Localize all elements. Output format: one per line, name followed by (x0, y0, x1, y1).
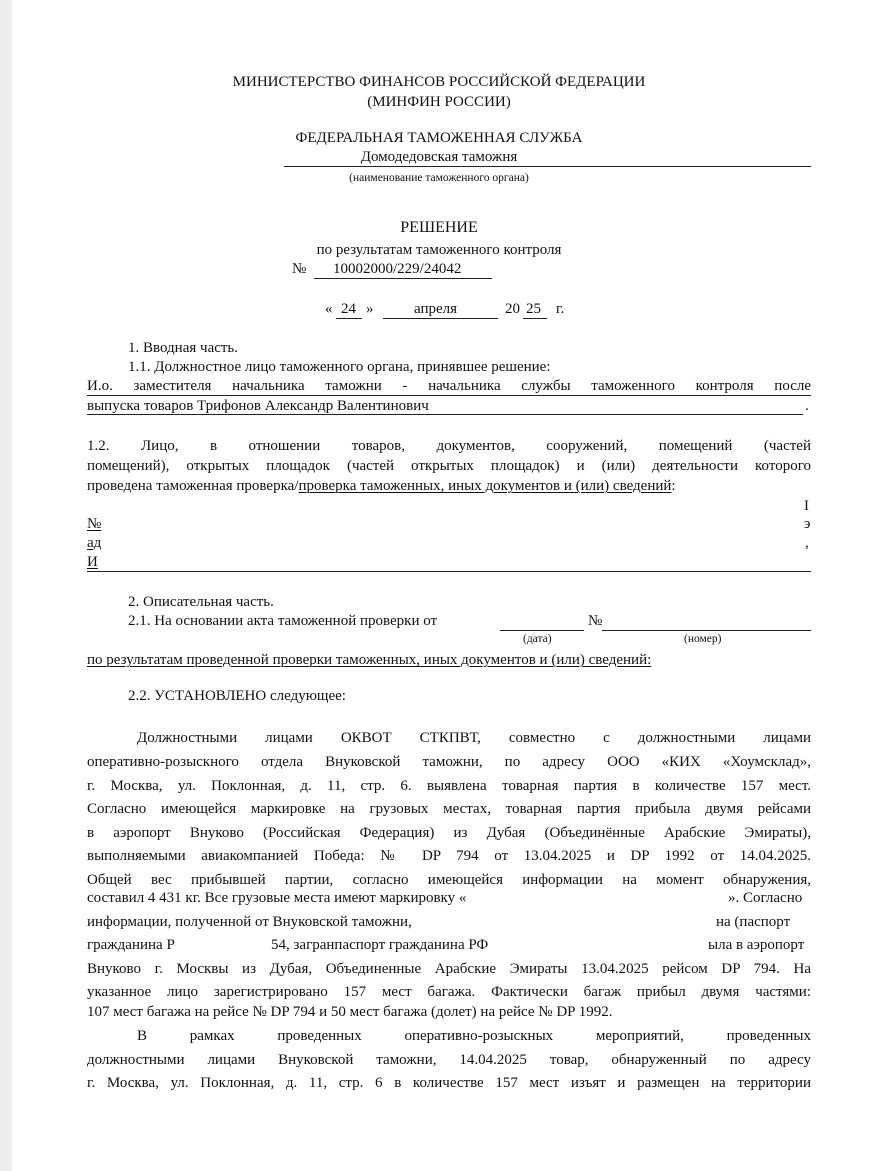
date-open-quote: « (325, 301, 333, 317)
date-year-prefix: 20 (505, 301, 520, 317)
act-label: 2.1. На основании акта таможенной проверки от (128, 613, 438, 629)
date-year-suffix: 25 (526, 301, 541, 317)
person-line-1: 1.2. Лицо, в отношении товаров, документов, сооружений, помещений (частей (87, 438, 811, 454)
decision-number-label: № (292, 261, 307, 277)
fragment-left-3: И (87, 554, 98, 570)
decision-number: 10002000/229/24042 (333, 261, 462, 277)
customs-caption: (наименование таможенного органа) (349, 172, 529, 184)
body-line-10a: гражданина Р (87, 937, 175, 953)
ministry-short: (МИНФИН РОССИИ) (367, 94, 511, 110)
body-line-7: Общей вес прибывшей партии, согласно имеющейся информации на момент обнаружения, (87, 872, 811, 888)
act-number-caption: (номер) (684, 633, 722, 645)
date-day: 24 (341, 301, 356, 317)
person-line-3-underlined: проверка таможенных, иных документов и (или) сведений (298, 478, 672, 494)
body-line-6: выполняемыми авиакомпанией Победа: № DP 794 от 13.04.2025 и DP 1992 от 14.04.2025. (87, 848, 811, 864)
person-block-underline (87, 571, 811, 572)
body-line-14: В рамках проведенных оперативно-розыскных мероприятий, проведенных (137, 1028, 811, 1044)
date-year-label: г. (556, 301, 565, 317)
body-line-13: 107 мест багажа на рейсе № DP 794 и 50 мест багажа (долет) на рейсе № DP 1992. (87, 1004, 613, 1020)
body-line-9b: на (паспорт (716, 914, 791, 930)
results-line: по результатам проведенной проверки таможенных, иных документов и (или) сведений: (87, 652, 652, 668)
act-number-field (602, 630, 811, 631)
official-label: 1.1. Должностное лицо таможенного органа, принявшее решение: (128, 359, 551, 375)
act-date-field (500, 630, 584, 631)
section-1-heading: 1. Вводная часть. (128, 340, 239, 356)
body-line-16: г. Москва, ул. Поклонная, д. 11, стр. 6 в количестве 157 мест изъят и размещен на территории (87, 1075, 811, 1091)
official-line-1: И.о. заместителя начальника таможни - начальника службы таможенного контроля после (87, 378, 811, 394)
official-line-2: выпуска товаров Трифонов Александр Валентинович (87, 398, 429, 414)
official-line-2-end: . (805, 398, 809, 414)
fragment-right-1: I (804, 498, 809, 514)
date-day-underline (336, 318, 362, 319)
body-line-5: в аэропорт Внуково (Российская Федерация) из Дубая (Объединённые Арабские Эмираты), (87, 825, 811, 841)
decision-number-underline (314, 278, 492, 279)
body-line-11: Внуково г. Москвы из Дубая, Объединенные Арабские Эмираты 13.04.2025 рейсом DP 794. На (87, 961, 811, 977)
body-line-9a: информации, полученной от Внуковской таможни, (87, 914, 412, 930)
decision-subheading: по результатам таможенного контроля (316, 242, 562, 258)
person-line-3 (87, 476, 676, 496)
customs-name: Домодедовская таможня (360, 149, 518, 165)
person-line-3-plain: проведена таможенная проверка/ (87, 478, 299, 494)
date-month-underline (383, 318, 498, 319)
fragment-right-3: , (805, 535, 809, 551)
person-line-2: помещений), открытых площадок (частей открытых площадок) и (или) деятельности которого (87, 458, 811, 474)
date-year-underline (523, 318, 547, 319)
body-line-15: должностными лицами Внуковской таможни, 14.04.2025 товар, обнаруженный по адресу (87, 1052, 811, 1068)
body-line-10c: ыла в аэропорт (708, 937, 805, 953)
ministry-title: МИНИСТЕРСТВО ФИНАНСОВ РОССИЙСКОЙ ФЕДЕРАЦИИ (232, 74, 646, 90)
section-2-heading: 2. Описательная часть. (128, 594, 274, 610)
body-line-1: Должностными лицами ОКВОТ СТКПВТ, совместно с должностными лицами (137, 730, 811, 746)
established-heading: 2.2. УСТАНОВЛЕНО следующее: (128, 688, 346, 704)
body-line-3: г. Москва, ул. Поклонная, д. 11, стр. 6. выявлена товарная партия в количестве 157 мест. (87, 778, 811, 794)
official-line-2-underline (87, 414, 803, 415)
service-title: ФЕДЕРАЛЬНАЯ ТАМОЖЕННАЯ СЛУЖБА (295, 130, 583, 146)
act-date-caption: (дата) (523, 633, 552, 645)
fragment-left-1: № (87, 516, 102, 532)
body-line-2: оперативно-розыскного отдела Внуковской таможни, по адресу ООО «КИХ «Хоумсклад», (87, 754, 811, 770)
body-line-12: указанное лицо зарегистрировано 157 мест багажа. Фактически багаж прибыл двумя частями: (87, 984, 811, 1000)
date-month: апреля (414, 301, 458, 317)
act-number-label: № (588, 613, 603, 629)
body-line-4: Согласно имеющейся маркировке на грузовых местах, товарная партия прибыла двумя рейсами (87, 801, 811, 817)
decision-heading: РЕШЕНИЕ (400, 219, 478, 236)
body-line-10b: 54, загранпаспорт гражданина РФ (271, 937, 489, 953)
fragment-left-2: ад (87, 535, 102, 551)
person-line-3-end: : (671, 478, 676, 494)
customs-underline (284, 166, 811, 167)
fragment-right-2: э (804, 516, 811, 532)
date-close-quote: » (366, 301, 374, 317)
body-line-8b: ». Согласно (728, 890, 803, 906)
body-line-8a: составил 4 431 кг. Все грузовые места имеют маркировку « (87, 890, 467, 906)
